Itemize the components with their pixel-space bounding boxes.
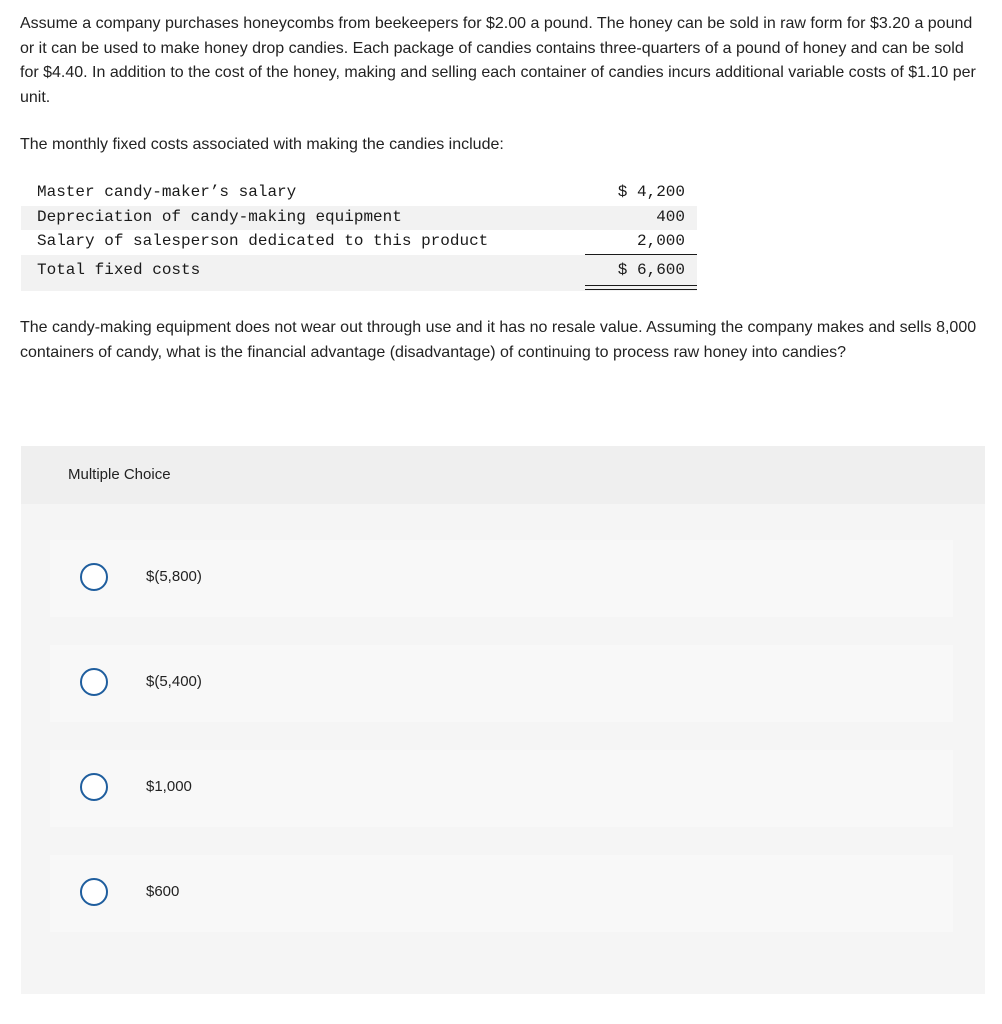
cost-amount: 400 xyxy=(656,208,685,226)
radio-button-icon[interactable] xyxy=(80,878,108,906)
radio-button-icon[interactable] xyxy=(80,563,108,591)
fixed-costs-intro-text: The monthly fixed costs associated with making the candies include: xyxy=(20,136,504,153)
cost-label: Salary of salesperson dedicated to this product xyxy=(37,232,489,250)
total-label: Total fixed costs xyxy=(37,261,201,279)
multiple-choice-title: Multiple Choice xyxy=(68,466,171,483)
answer-option-4[interactable] xyxy=(50,855,953,932)
total-amount: $ 6,600 xyxy=(617,261,685,279)
table-row xyxy=(21,230,697,254)
total-double-rule xyxy=(585,285,697,290)
table-row xyxy=(21,181,697,205)
cost-label: Depreciation of candy-making equipment xyxy=(37,208,402,226)
table-row xyxy=(21,206,697,230)
radio-button-icon[interactable] xyxy=(80,668,108,696)
answer-option-label: $(5,800) xyxy=(146,568,202,585)
cost-amount: 2,000 xyxy=(636,232,685,250)
answer-option-label: $(5,400) xyxy=(146,673,202,690)
radio-button-icon[interactable] xyxy=(80,773,108,801)
answer-option-3[interactable] xyxy=(50,750,953,827)
question-prompt-text: The candy-making equipment does not wear out through use and it has no resale value. Assuming the company makes and sells 8,000 containers of candy, what is the financial advantage (disadvantage) of continuing to process raw honey into candies? xyxy=(20,319,977,361)
question-intro-text: Assume a company purchases honeycombs from beekeepers for $2.00 a pound. The honey can be sold in raw form for $3.20 a pound or it can be used to make honey drop candies. Each package of candies contains three-quarters of a pound of honey and can be sold for $4.40. In addition to the cost of the honey, making and selling each container of candies incurs additional variable costs of $1.10 per unit. xyxy=(20,15,976,106)
multiple-choice-panel xyxy=(21,446,985,994)
cost-amount: $ 4,200 xyxy=(617,183,685,201)
multiple-choice-header xyxy=(21,446,985,504)
answer-option-label: $600 xyxy=(146,883,180,900)
cost-label: Master candy-maker’s salary xyxy=(37,183,297,201)
answer-option-label: $1,000 xyxy=(146,778,192,795)
answer-option-2[interactable] xyxy=(50,645,953,722)
fixed-costs-table xyxy=(21,181,697,291)
answer-option-1[interactable] xyxy=(50,540,953,617)
